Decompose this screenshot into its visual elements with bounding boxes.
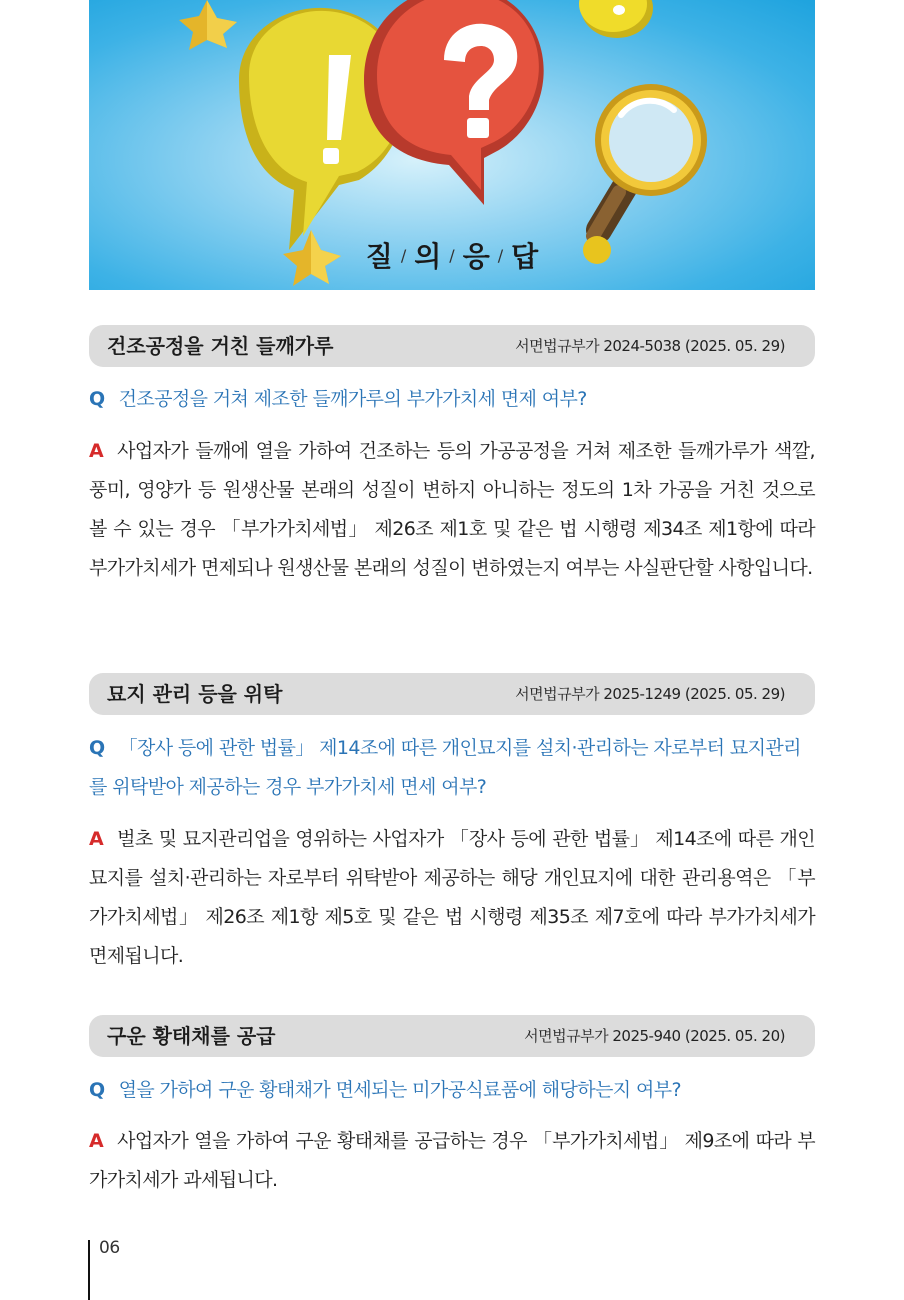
banner-separator: / <box>497 245 504 265</box>
banner-title <box>357 232 547 278</box>
yellow-bubble-icon <box>579 0 653 38</box>
banner-word: 응 <box>462 240 490 273</box>
banner-separator: / <box>400 245 407 265</box>
banner-word: 의 <box>414 240 442 273</box>
section-header <box>89 1015 815 1057</box>
question-bubble-icon <box>364 0 544 205</box>
question-mark: Q <box>89 388 105 410</box>
banner-word: 질 <box>365 240 393 273</box>
page-divider <box>88 1240 90 1300</box>
answer-text: 벌초 및 묘지관리업을 영위하는 사업자가 「장사 등에 관한 법률」 제14조에 따른 개인묘지를 설치·관리하는 자로부터 위탁받아 제공하는 해당 개인묘지에 대한 관리용역은 「부가가치세법」 제26조 제1항 제5호 및 같은 법 시행령 제35조 제7호에 따라 부가가치세가 면제됩니다. <box>89 828 815 967</box>
question-text: 「장사 등에 관한 법률」 제14조에 따른 개인묘지를 설치·관리하는 자로부터 묘지관리를 위탁받아 제공하는 경우 부가가치세 면세 여부? <box>89 737 801 798</box>
question-text: 열을 가하여 구운 황태채가 면세되는 미가공식료품에 해당하는지 여부? <box>118 1079 681 1101</box>
section-header <box>89 325 815 367</box>
answer-mark: A <box>89 828 104 850</box>
question-mark: Q <box>89 737 105 759</box>
answer-text: 사업자가 열을 가하여 구운 황태채를 공급하는 경우 「부가가치세법」 제9조에 따라 부가가치세가 과세됩니다. <box>89 1130 815 1191</box>
magnifier-icon <box>583 84 707 264</box>
answer <box>89 432 815 588</box>
section-reference: 서면법규부가 2025-1249 (2025. 05. 29) <box>515 685 785 703</box>
answer <box>89 1122 815 1200</box>
question-text: 건조공정을 거쳐 제조한 들깨가루의 부가가치세 면제 여부? <box>118 388 587 410</box>
question <box>89 1071 815 1110</box>
answer-text: 사업자가 들깨에 열을 가하여 건조하는 등의 가공공정을 거쳐 제조한 들깨가루가 색깔, 풍미, 영양가 등 원생산물 본래의 성질이 변하지 아니하는 정도의 1차 가공을 거친 것으로 볼 수 있는 경우 「부가가치세법」 제26조 제1호 및 같은 법 시행령 제34조 제1항에 따라 부가가치세가 면제되나 원생산물 본래의 성질이 변하였는지 여부는 사실판단할 사항입니다. <box>89 440 815 579</box>
section-header <box>89 673 815 715</box>
answer <box>89 820 815 976</box>
section-title: 건조공정을 거친 들깨가루 <box>107 334 334 358</box>
answer-mark: A <box>89 1130 104 1152</box>
section-title: 구운 황태채를 공급 <box>107 1024 276 1048</box>
qa-banner <box>89 0 815 290</box>
star-icon <box>179 0 237 50</box>
banner-word: 답 <box>511 240 539 273</box>
section-title: 묘지 관리 등을 위탁 <box>107 682 283 706</box>
page-number: 06 <box>99 1238 120 1258</box>
question <box>89 380 815 419</box>
section-reference: 서면법규부가 2024-5038 (2025. 05. 29) <box>515 337 785 355</box>
answer-mark: A <box>89 440 104 462</box>
section-reference: 서면법규부가 2025-940 (2025. 05. 20) <box>524 1027 785 1045</box>
question <box>89 729 815 807</box>
question-mark: Q <box>89 1079 105 1101</box>
banner-separator: / <box>449 245 455 265</box>
